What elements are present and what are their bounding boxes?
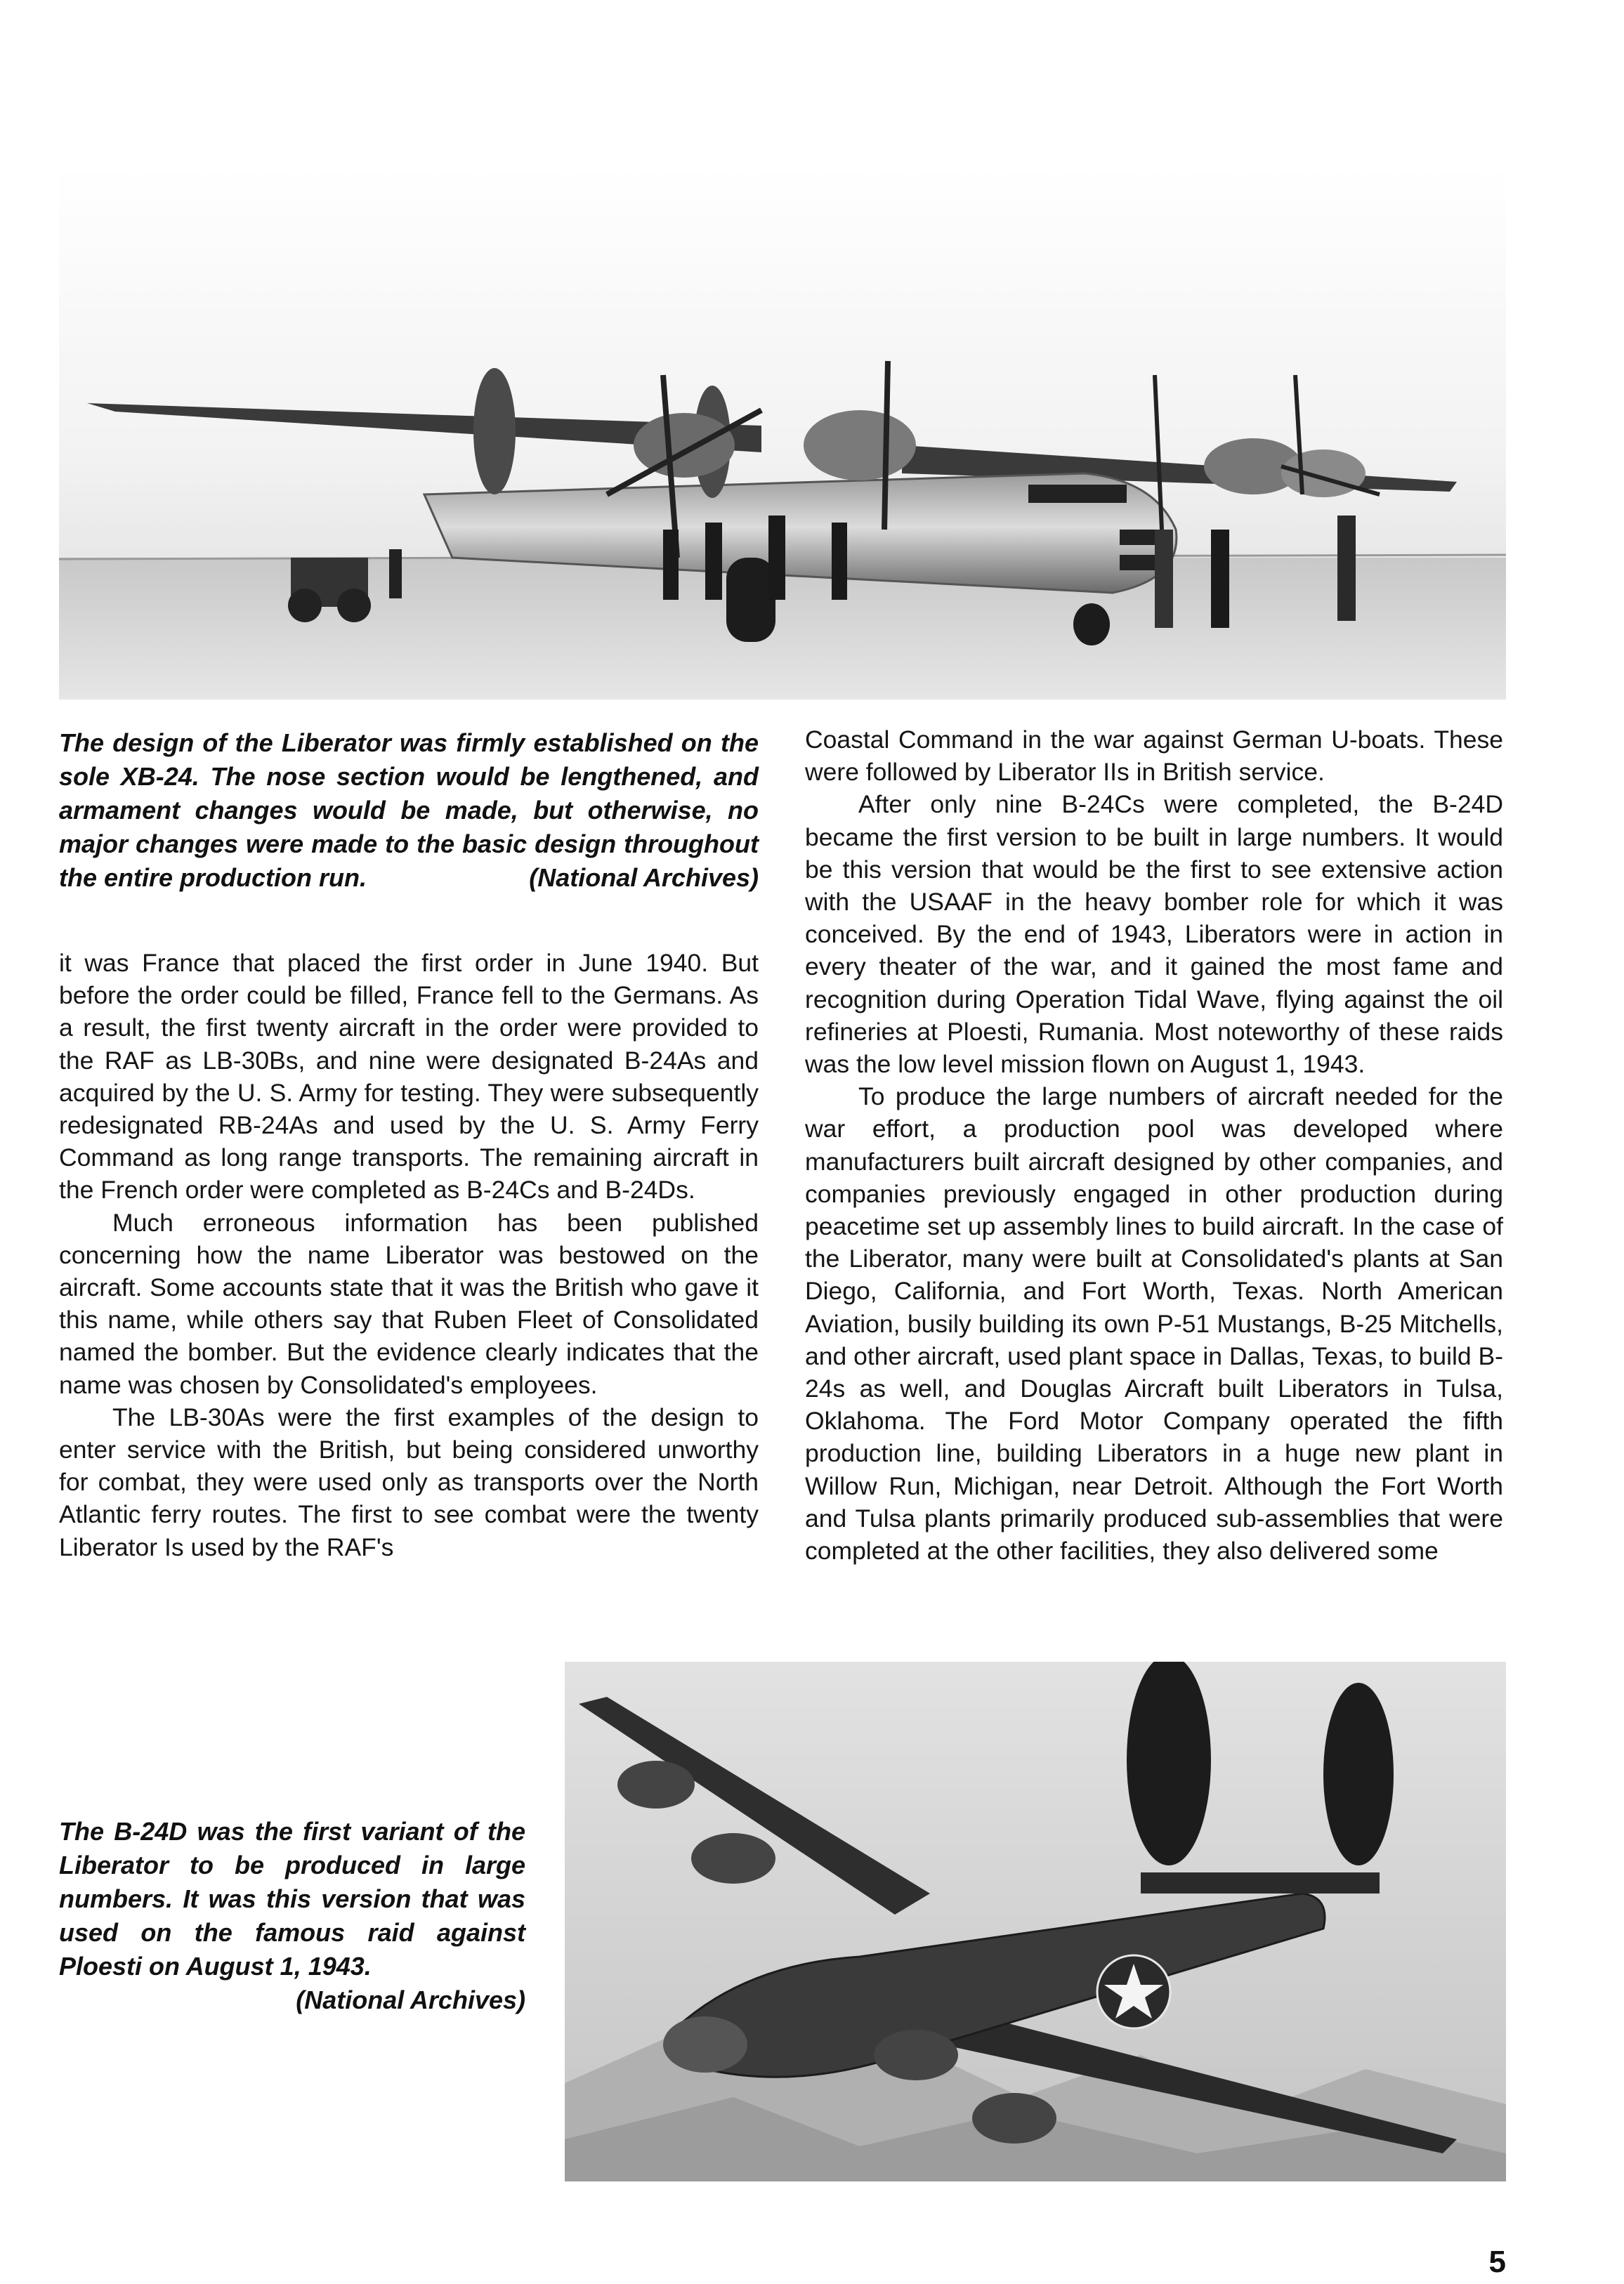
- page-number: 5: [1488, 2245, 1506, 2279]
- xb24-ground-image: [59, 164, 1506, 700]
- photo-b24d-flight: [565, 1662, 1506, 2181]
- body-left-paragraph: Much erroneous information has been published concerning how the name Liberator was bestowed on the aircraft. Some accounts state that it was the British who gave it this name, while others say that Ruben Fleet of Consolidated named the bomber. But the evidence clearly indicates that the name was chosen by Consolidated's employees.: [59, 1208, 759, 1399]
- caption-top-source: (National Archives): [529, 863, 759, 892]
- caption-bottom-text: The B-24D was the first variant of the Liberator to be produced in large numbers. It was this version that was used on the famous raid against Ploesti on August 1, 1943.: [59, 1817, 525, 1981]
- caption-bottom-source: (National Archives): [296, 1986, 525, 2014]
- b24d-flight-image: [565, 1662, 1506, 2181]
- body-left-paragraph: The LB-30As were the first examples of the design to enter service with the British, but being considered unworthy for combat, they were used only as transports over the North Atlantic ferry routes. The first to see combat were the twenty Liberator Is used by the RAF's: [59, 1403, 759, 1561]
- caption-top-text: The design of the Liberator was firmly established on the sole XB-24. The nose section would be lengthened, and armament changes would be made, but otherwise, no major changes were made to the basic design throughout the entire production run.: [59, 728, 759, 892]
- photo-xb24-ground: [59, 164, 1506, 700]
- caption-top: [59, 726, 759, 895]
- body-left-paragraph: it was France that placed the first order in June 1940. But before the order could be filled, France fell to the Germans. As a result, the first twenty aircraft in the order were provided to the RAF as LB-30Bs, and nine were designated B-24As and acquired by the U. S. Army for testing. They were subsequently redesignated RB-24As and used by the U. S. Army Ferry Command as long range transports. The remaining aircraft in the French order were completed as B-24Cs and B-24Ds.: [59, 949, 759, 1205]
- body-right-paragraph: To produce the large numbers of aircraft needed for the war effort, a production pool was developed where manufacturers built aircraft designed by other companies, and companies previously engaged in other production during peacetime set up assembly lines to build aircraft. In the case of the Liberator, many were built at Consolidated's plants at San Diego, California, and Fort Worth, Texas. North American Aviation, busily building its own P-51 Mustangs, B-25 Mitchells, and other aircraft, used plant space in Dallas, Texas, to build B-24s as well, and Douglas Aircraft built Liberators in Tulsa, Oklahoma. The Ford Motor Company operated the fifth production line, building Liberators in a huge new plant in Willow Run, Michigan, near Detroit. Although the Fort Worth and Tulsa plants primarily produced sub-assemblies that were completed at the other facilities, they also delivered some: [805, 1082, 1503, 1566]
- caption-bottom: [59, 1815, 525, 2017]
- body-column-right: [805, 723, 1503, 1567]
- body-right-paragraph: Coastal Command in the war against German U-boats. These were followed by Liberator IIs in British service.: [805, 726, 1503, 787]
- body-right-paragraph: After only nine B-24Cs were completed, the B-24D became the first version to be built in large numbers. It would be this version that would be the first to see extensive action with the USAAF in the heavy bomber role for which it was conceived. By the end of 1943, Liberators were in action in every theater of the war, and it gained the most fame and recognition during Operation Tidal Wave, flying against the oil refineries at Ploesti, Rumania. Most noteworthy of these raids was the low level mission flown on August 1, 1943.: [805, 790, 1503, 1079]
- body-column-left: [59, 947, 759, 1563]
